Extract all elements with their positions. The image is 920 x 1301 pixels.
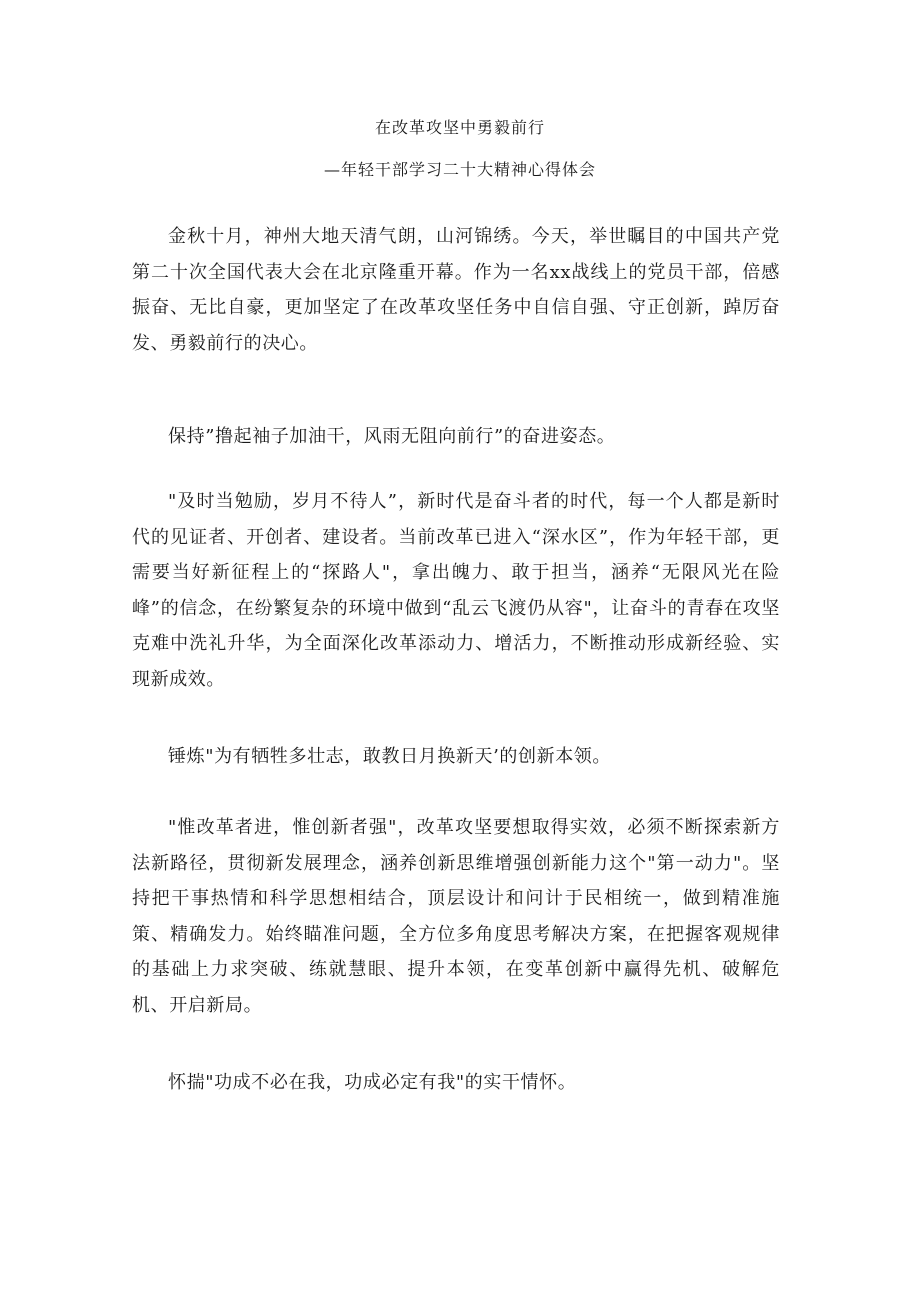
section-heading-1: 保持”撸起袖子加油干，风雨无阻向前行”的奋进姿态。	[168, 426, 616, 447]
section-heading-3: 怀揣"功成不必在我，功成必定有我"的实干情怀。	[168, 1072, 577, 1093]
document-title: 在改革攻坚中勇毅前行	[374, 118, 545, 137]
paragraph-intro: 金秋十月，神州大地天清气朗，山河锦绣。今天，举世瞩目的中国共产党第二十次全国代表大会在北京隆重开幕。作为一名xx战线上的党员干部，倍感振奋、无比自豪，更加坚定了在改革攻坚任务中自信自强、守正创新，踔厉奋发、勇毅前行的决心。	[132, 226, 780, 354]
section-heading-2: 锤炼"为有牺牲多壮志，敢教日月换新天’的创新本领。	[168, 746, 611, 767]
document-subtitle: —年轻干部学习二十大精神心得体会	[323, 160, 596, 179]
paragraph-section-2: "惟改革者进，惟创新者强"，改革攻坚要想取得实效，必须不断探索新方法新路径，贯彻新发展理念，涵养创新思维增强创新能力这个"第一动力"。坚持把干事热情和科学思想相结合，顶层设计和问计于民相统一，做到精准施策、精确发力。始终瞄准问题，全方位多角度思考解决方案，在把握客观规律的基础上力求突破、练就慧眼、提升本领，在变革创新中赢得先机、破解危机、开启新局。	[132, 817, 780, 1016]
paragraph-section-1: "及时当勉励，岁月不待人”，新时代是奋斗者的时代，每一个人都是新时代的见证者、开创者、建设者。当前改革已进入“深水区”，作为年轻干部，更需要当好新征程上的“探路人"，拿出魄力、敢于担当，涵养“无限风光在险峰”的信念，在纷繁复杂的环境中做到“乱云飞渡仍从容"，让奋斗的青春在攻坚克难中洗礼升华，为全面深化改革添动力、增活力，不断推动形成新经验、实现新成效。	[132, 491, 780, 690]
